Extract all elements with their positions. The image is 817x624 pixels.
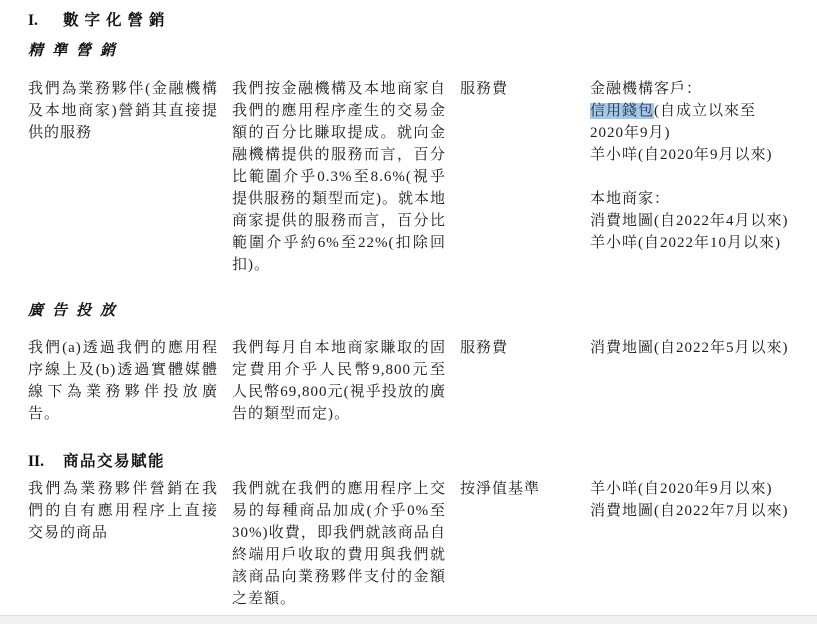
table-row-precision-marketing bbox=[0, 78, 817, 276]
app-line: 消費地圖(自2022年4月以來) bbox=[590, 213, 789, 229]
fee-model-cell: 我們就在我們的應用程序上交易的每種商品加成(介乎0%至30%)收費，即我們就該商品自終端用戶收取的費用與我們就該商品向業務夥伴支付的金額之差額。 bbox=[232, 481, 446, 607]
app-line: 本地商家： bbox=[590, 191, 671, 207]
apps-cell bbox=[590, 337, 805, 425]
service-description-cell: 我們為業務夥伴(金融機構及本地商家)營銷其直接提供的服務 bbox=[28, 81, 218, 141]
service-description-cell: 我們為業務夥伴營銷在我們的自有應用程序上直接交易的商品 bbox=[28, 481, 218, 541]
app-line: 消費地圖(自2022年5月以來) bbox=[590, 340, 789, 356]
blank-line bbox=[590, 166, 791, 188]
table-row-ad-placement bbox=[0, 337, 817, 425]
section-1-title: 數字化營銷 bbox=[63, 12, 171, 29]
subheading-ad-placement: 廣告投放 bbox=[28, 303, 125, 319]
subheading-precision-marketing: 精準營銷 bbox=[28, 43, 125, 59]
app-line: 羊小咩(自2020年9月以來) bbox=[590, 147, 773, 163]
app-line: 金融機構客戶： bbox=[590, 81, 703, 97]
table-row-goods-transaction bbox=[0, 478, 817, 610]
fee-model-cell: 我們每月自本地商家賺取的固定費用介乎人民幣9,800元至人民幣69,800元(視乎投放的廣告的類型而定)。 bbox=[232, 340, 446, 422]
service-description-cell: 我們(a)透過我們的應用程序線上及(b)透過實體媒體線下為業務夥伴投放廣告。 bbox=[28, 340, 218, 422]
section-1-numeral: I. bbox=[28, 12, 38, 29]
section-2-heading bbox=[28, 449, 797, 471]
app-line: 消費地圖(自2022年7月以來) bbox=[590, 503, 789, 519]
app-line: 羊小咩(自2022年10月以來) bbox=[590, 235, 781, 251]
section-2-title: 商品交易賦能 bbox=[63, 453, 166, 470]
fee-basis-cell: 按淨值基準 bbox=[460, 481, 541, 497]
fee-basis-cell: 服務費 bbox=[460, 81, 509, 97]
section-1-heading bbox=[28, 8, 797, 30]
app-line bbox=[590, 100, 791, 122]
app-line: 羊小咩(自2020年9月以來) bbox=[590, 481, 773, 497]
apps-cell bbox=[590, 478, 805, 610]
selected-text-highlight: 信用錢包 bbox=[590, 103, 655, 119]
fee-model-cell: 我們按金融機構及本地商家自我們的應用程序產生的交易金額的百分比賺取提成。就向金融機構提供的服務而言，百分比範圍介乎0.3%至8.6%(視乎提供服務的類型而定)。就本地商家提供的服務而言，百分比範圍介乎約6%至22%(扣除回扣)。 bbox=[232, 81, 446, 273]
fee-basis-cell: 服務費 bbox=[460, 340, 509, 356]
section-2-numeral: II. bbox=[28, 453, 44, 470]
app-line-rest: (自成立以來至 bbox=[654, 103, 757, 119]
app-line: 2020年9月) bbox=[590, 125, 671, 141]
apps-cell bbox=[590, 78, 805, 276]
bottom-window-edge bbox=[0, 615, 817, 624]
